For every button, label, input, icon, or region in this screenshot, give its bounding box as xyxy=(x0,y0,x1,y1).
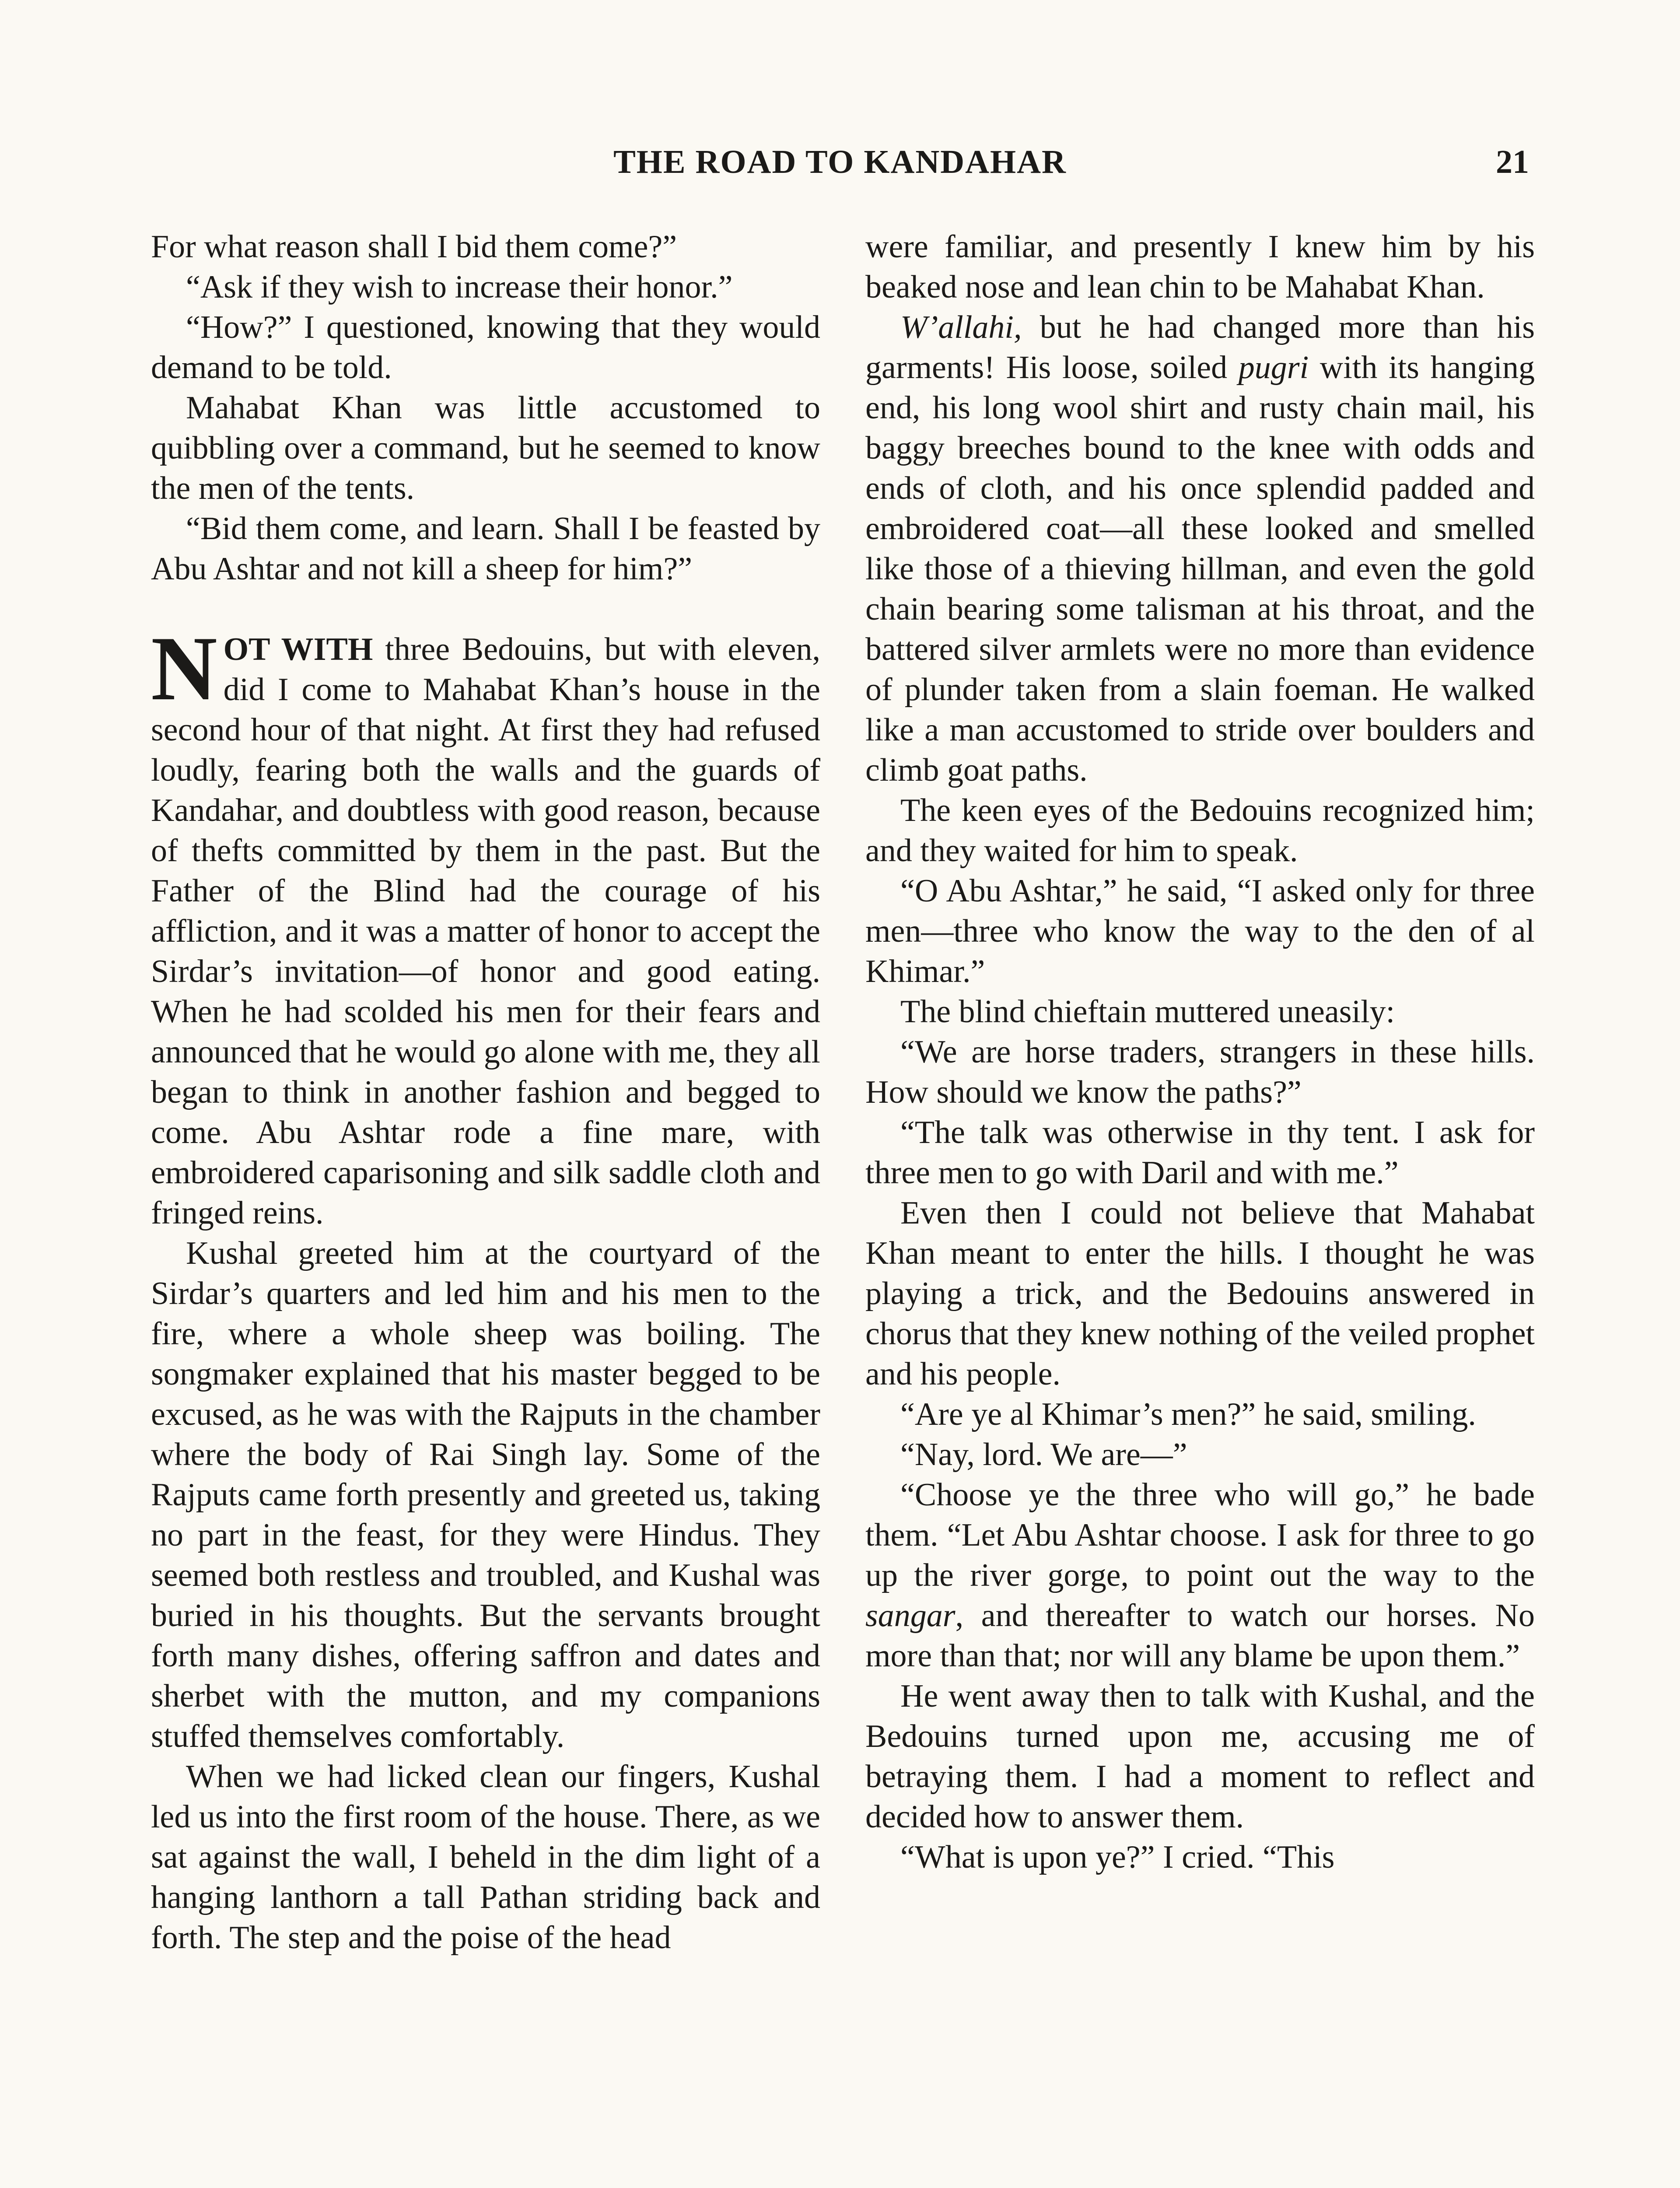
drop-cap: N xyxy=(151,618,217,719)
paragraph: He went away then to talk with Kushal, and the Bedouins turned upon me, accusing me of betraying them. I had a moment to reflect and decided how to answer them. xyxy=(865,1678,1535,1835)
right-column xyxy=(865,227,1535,1877)
paragraph: were familiar, and presently I knew him by his beaked nose and lean chin to be Mahabat Khan. xyxy=(865,229,1535,305)
italic-word: pugri xyxy=(1238,350,1309,386)
section-body-text: three Bedouins, but with eleven, did I come to Mahabat Khan’s house in the second hour of that night. At first they had refused loudly, fearing both the walls and the guards of Kandahar, and doubtless with good reason, because of thefts committed by them in the past. But the Father of the Blind had the courage of his affliction, and it was a matter of honor to accept the Sirdar’s invitation—of honor and good eating. When he had scolded his men for their fears and announced that he would go alone with me, they all began to think in another fashion and begged to come. Abu Ashtar rode a fine mare, with embroidered caparisoning and silk saddle cloth and fringed reins. xyxy=(151,631,820,1231)
text-run: but he had changed more than his garments! His loose, soiled xyxy=(865,309,1535,386)
paragraph: Even then I could not believe that Mahabat Khan meant to enter the hills. I thought he was playing a trick, and the Bedouins answered in chorus that they knew nothing of the veiled prophet and his people. xyxy=(865,1195,1535,1392)
left-column xyxy=(151,227,820,1958)
paragraph: For what reason shall I bid them come?” xyxy=(151,229,677,265)
paragraph: Kushal greeted him at the courtyard of the Sirdar’s quarters and led him and his men to the fire, where a whole sheep was boiling. The songmaker explained that his master begged to be excused, as he was with the Rajputs in the chamber where the body of Rai Singh lay. Some of the Rajputs came forth presently and greeted us, taking no part in the feast, for they were Hindus. They seemed both restless and troubled, and Kushal was buried in his thoughts. But the servants brought forth many dishes, offering saffron and dates and sherbet with the mutton, and my companions stuffed themselves comfortably. xyxy=(151,1235,820,1754)
paragraph: The blind chieftain muttered uneasily: xyxy=(900,994,1395,1030)
paragraph: “Nay, lord. We are—” xyxy=(900,1437,1187,1473)
paragraph xyxy=(865,1475,1535,1676)
italic-word: sangar xyxy=(865,1598,956,1634)
section-opening-paragraph xyxy=(151,618,820,1233)
running-header xyxy=(0,140,1680,193)
paragraph: Mahabat Khan was little accustomed to quibbling over a command, but he seemed to know the men of the tents. xyxy=(151,390,820,506)
paragraph: “We are horse traders, strangers in these hills. How should we know the paths?” xyxy=(865,1034,1535,1110)
text-run: “Choose ye the three who will go,” he bade them. “Let Abu Ashtar choose. I ask for three to go up the river gorge, to point out the way to the xyxy=(865,1477,1535,1593)
text-run: with its hanging end, his long wool shirt and rusty chain mail, his baggy breeches bound to the knee with odds and ends of cloth, and his once splendid padded and embroidered coat—all these looked and smelled like those of a thieving hillman, and even the gold chain bearing some talisman at his throat, and the battered silver armlets were no more than evidence of plunder taken from a slain foeman. He walked like a man accustomed to stride over boulders and climb goat paths. xyxy=(865,350,1535,788)
paragraph: “How?” I questioned, knowing that they would demand to be told. xyxy=(151,309,820,386)
paragraph: “Are ye al Khimar’s men?” he said, smiling. xyxy=(900,1396,1476,1432)
section-lead-words: OT WITH xyxy=(223,631,373,667)
page-number: 21 xyxy=(1496,144,1529,180)
paragraph xyxy=(865,307,1535,790)
paragraph: “Ask if they wish to increase their honor.” xyxy=(186,269,733,305)
paragraph: “The talk was otherwise in thy tent. I ask for three men to go with Daril and with me.” xyxy=(865,1115,1535,1191)
paragraph: The keen eyes of the Bedouins recognized him; and they waited for him to speak. xyxy=(865,792,1535,869)
running-title: THE ROAD TO KANDAHAR xyxy=(613,144,1067,180)
text-run: , and thereafter to watch our horses. No more than that; nor will any blame be upon them.” xyxy=(865,1598,1535,1674)
italic-exclamation: W’allahi, xyxy=(900,309,1022,345)
paragraph: “Bid them come, and learn. Shall I be feasted by Abu Ashtar and not kill a sheep for him?” xyxy=(151,511,820,587)
paragraph: “What is upon ye?” I cried. “This xyxy=(900,1839,1335,1875)
paragraph: “O Abu Ashtar,” he said, “I asked only for three men—three who know the way to the den of al Khimar.” xyxy=(865,873,1535,989)
paragraph: When we had licked clean our fingers, Kushal led us into the first room of the house. There, as we sat against the wall, I beheld in the dim light of a hanging lanthorn a tall Pathan striding back and forth. The step and the poise of the head xyxy=(151,1759,820,1956)
